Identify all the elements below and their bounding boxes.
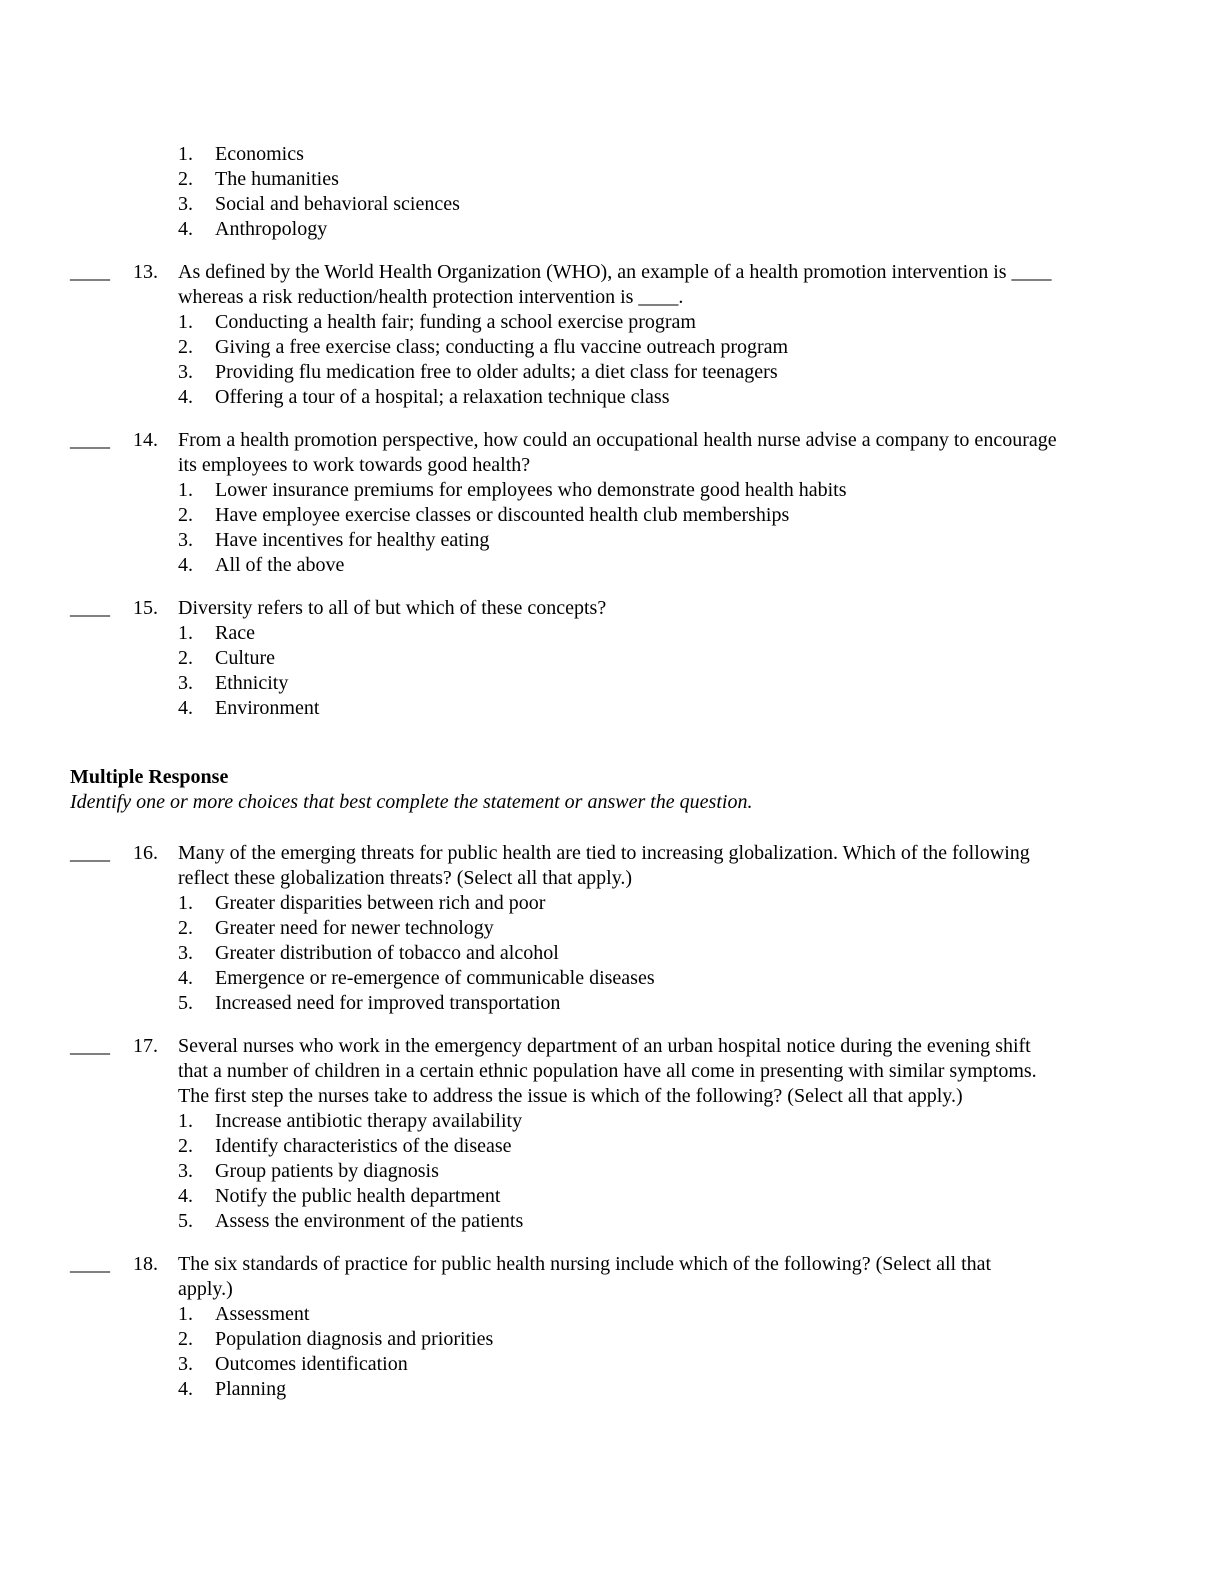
section-instruction: Identify one or more choices that best complete the statement or answer the question.: [70, 791, 753, 813]
option-item: [0, 503, 1224, 528]
option-number: 2.: [178, 504, 193, 526]
option-text: Have employee exercise classes or discounted health club memberships: [215, 504, 790, 526]
option-number: 3.: [178, 1353, 193, 1375]
option-item: [0, 1377, 1224, 1402]
option-number: 1.: [178, 143, 193, 165]
question-number: 13.: [133, 261, 158, 283]
question-number: 16.: [133, 842, 158, 864]
option-text: Increased need for improved transportation: [215, 992, 561, 1014]
answer-blank: ____: [70, 261, 110, 283]
option-text: Ethnicity: [215, 672, 289, 694]
option-number: 3.: [178, 1160, 193, 1182]
question-17: [0, 1034, 1224, 1234]
answer-blank: ____: [70, 597, 110, 619]
option-item: [0, 1134, 1224, 1159]
option-text: Conducting a health fair; funding a school exercise program: [215, 311, 696, 333]
question-line: [0, 841, 1224, 866]
question-text: From a health promotion perspective, how could an occupational health nurse advise a company to encourage: [178, 429, 1057, 451]
option-number: 3.: [178, 361, 193, 383]
option-item: [0, 167, 1224, 192]
question-text: Many of the emerging threats for public health are tied to increasing globalization. Which of the following: [178, 842, 1030, 864]
option-number: 4.: [178, 386, 193, 408]
question-line: reflect these globalization threats? (Select all that apply.): [178, 867, 633, 889]
option-item: [0, 621, 1224, 646]
question-line: [0, 596, 1224, 621]
option-list: [0, 142, 1224, 242]
option-item: [0, 941, 1224, 966]
option-number: 2.: [178, 647, 193, 669]
option-number: 4.: [178, 1378, 193, 1400]
section-title: Multiple Response: [70, 766, 229, 788]
question-number: 15.: [133, 597, 158, 619]
option-number: 3.: [178, 672, 193, 694]
question-15: [0, 596, 1224, 721]
question-number: 17.: [133, 1035, 158, 1057]
answer-blank: ____: [70, 1253, 110, 1275]
option-number: 3.: [178, 942, 193, 964]
question-line: apply.): [178, 1278, 233, 1300]
option-text: Lower insurance premiums for employees who demonstrate good health habits: [215, 479, 847, 501]
option-text: Greater disparities between rich and poor: [215, 892, 546, 914]
question-line: The first step the nurses take to address the issue is which of the following? (Select all that apply.): [178, 1085, 963, 1107]
option-text: Providing flu medication free to older adults; a diet class for teenagers: [215, 361, 778, 383]
option-text: Anthropology: [215, 218, 328, 240]
option-text: Culture: [215, 647, 275, 669]
question-13: [0, 260, 1224, 410]
option-item: [0, 553, 1224, 578]
option-text: Emergence or re-emergence of communicable diseases: [215, 967, 655, 989]
option-item: [0, 1109, 1224, 1134]
option-item: [0, 310, 1224, 335]
option-text: Population diagnosis and priorities: [215, 1328, 494, 1350]
question-line: that a number of children in a certain ethnic population have all come in presenting with similar symptoms.: [178, 1060, 1037, 1082]
option-text: Greater distribution of tobacco and alcohol: [215, 942, 559, 964]
option-text: Assess the environment of the patients: [215, 1210, 524, 1232]
option-item: [0, 385, 1224, 410]
question-group: [0, 260, 1224, 721]
option-item: [0, 696, 1224, 721]
option-item: [0, 142, 1224, 167]
option-text: Economics: [215, 143, 304, 165]
option-number: 2.: [178, 336, 193, 358]
option-number: 2.: [178, 1328, 193, 1350]
option-number: 1.: [178, 479, 193, 501]
option-text: Notify the public health department: [215, 1185, 501, 1207]
answer-blank: ____: [70, 842, 110, 864]
option-item: [0, 528, 1224, 553]
option-item: [0, 1352, 1224, 1377]
option-number: 4.: [178, 1185, 193, 1207]
option-number: 1.: [178, 892, 193, 914]
option-number: 2.: [178, 917, 193, 939]
option-text: Offering a tour of a hospital; a relaxation technique class: [215, 386, 670, 408]
question-14: [0, 428, 1224, 578]
question-number: 18.: [133, 1253, 158, 1275]
option-number: 2.: [178, 168, 193, 190]
option-text: Have incentives for healthy eating: [215, 529, 490, 551]
option-number: 2.: [178, 1135, 193, 1157]
option-number: 3.: [178, 193, 193, 215]
option-item: [0, 217, 1224, 242]
question-line: [0, 1252, 1224, 1277]
option-item: [0, 1302, 1224, 1327]
option-item: [0, 916, 1224, 941]
section-header: [0, 765, 1224, 815]
option-item: [0, 1209, 1224, 1234]
question-18: [0, 1252, 1224, 1402]
question-number: 14.: [133, 429, 158, 451]
option-number: 1.: [178, 311, 193, 333]
option-item: [0, 891, 1224, 916]
option-item: [0, 335, 1224, 360]
option-number: 4.: [178, 218, 193, 240]
option-text: Giving a free exercise class; conducting a flu vaccine outreach program: [215, 336, 789, 358]
question-line: [0, 1034, 1224, 1059]
option-text: All of the above: [215, 554, 345, 576]
option-number: 1.: [178, 1110, 193, 1132]
option-text: Social and behavioral sciences: [215, 193, 460, 215]
answer-blank: ____: [70, 429, 110, 451]
question-text: The six standards of practice for public health nursing include which of the following? (Select all that: [178, 1253, 992, 1275]
question-text: Diversity refers to all of but which of these concepts?: [178, 597, 607, 619]
option-item: [0, 478, 1224, 503]
option-item: [0, 192, 1224, 217]
option-text: Outcomes identification: [215, 1353, 408, 1375]
option-text: The humanities: [215, 168, 339, 190]
question-line: whereas a risk reduction/health protection intervention is ____.: [178, 286, 684, 308]
option-text: Group patients by diagnosis: [215, 1160, 439, 1182]
question-group: [0, 841, 1224, 1402]
question-text: As defined by the World Health Organization (WHO), an example of a health promotion intervention is ____: [178, 261, 1052, 283]
option-text: Increase antibiotic therapy availability: [215, 1110, 523, 1132]
question-line: [0, 260, 1224, 285]
option-number: 3.: [178, 529, 193, 551]
option-number: 4.: [178, 967, 193, 989]
option-text: Assessment: [215, 1303, 310, 1325]
option-number: 5.: [178, 1210, 193, 1232]
question-line: its employees to work towards good health?: [178, 454, 531, 476]
option-text: Environment: [215, 697, 320, 719]
option-number: 4.: [178, 697, 193, 719]
option-item: [0, 1159, 1224, 1184]
option-item: [0, 1327, 1224, 1352]
option-text: Planning: [215, 1378, 287, 1400]
option-number: 1.: [178, 1303, 193, 1325]
option-number: 5.: [178, 992, 193, 1014]
option-number: 4.: [178, 554, 193, 576]
option-item: [0, 360, 1224, 385]
question-text: Several nurses who work in the emergency department of an urban hospital notice during the evening shift: [178, 1035, 1031, 1057]
option-text: Greater need for newer technology: [215, 917, 494, 939]
question-line: [0, 428, 1224, 453]
document-page: [0, 142, 1224, 1402]
option-text: Identify characteristics of the disease: [215, 1135, 512, 1157]
option-item: [0, 1184, 1224, 1209]
option-item: [0, 646, 1224, 671]
question-16: [0, 841, 1224, 1016]
option-item: [0, 671, 1224, 696]
option-text: Race: [215, 622, 255, 644]
option-item: [0, 991, 1224, 1016]
option-number: 1.: [178, 622, 193, 644]
option-item: [0, 966, 1224, 991]
answer-blank: ____: [70, 1035, 110, 1057]
